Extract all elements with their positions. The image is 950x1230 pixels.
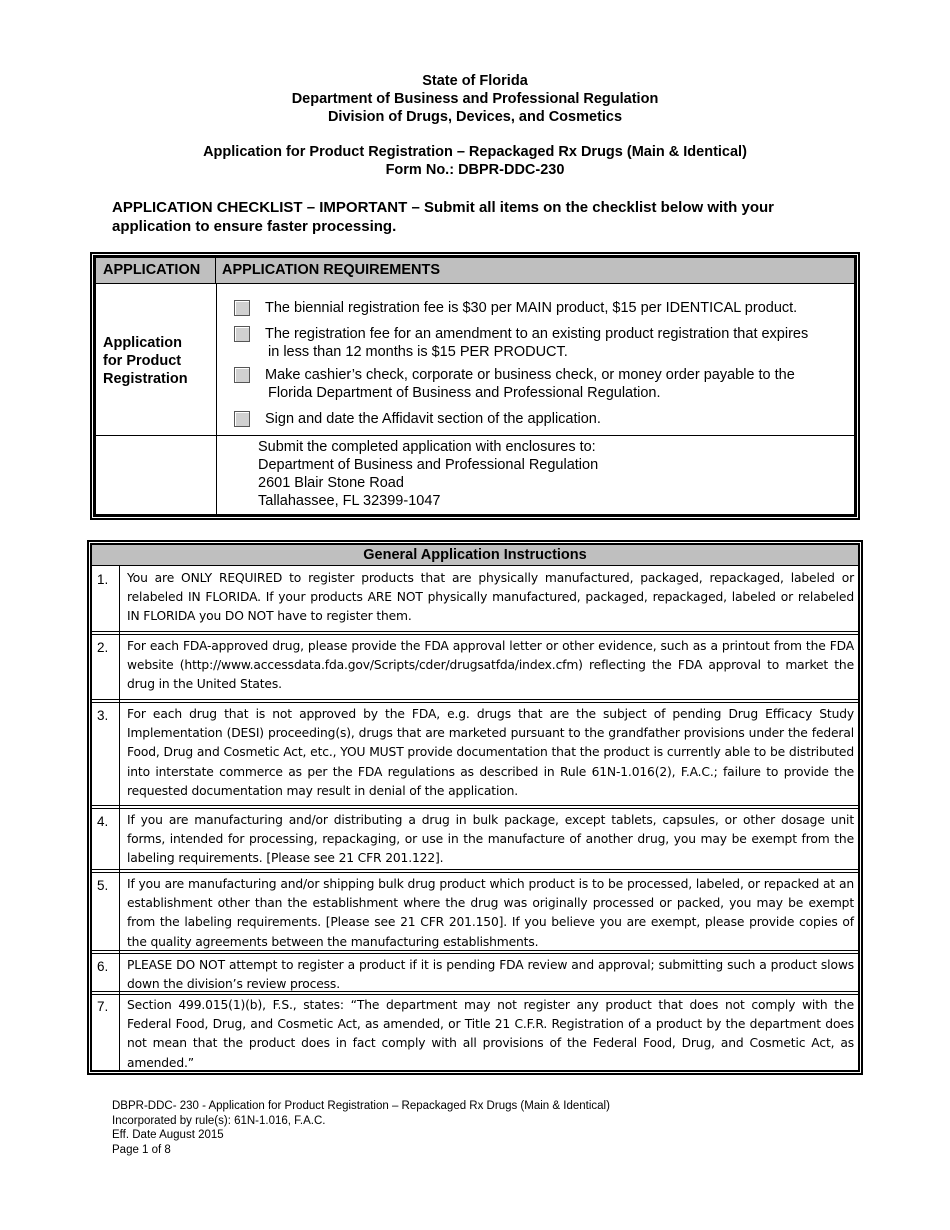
requirement-text-continued: in less than 12 months is $15 PER PRODUCT. [268, 344, 568, 360]
instruction-text: Section 499.015(1)(b), F.S., states: “The department may not register any product that does not comply with the Federal Food, Drug, and Cosmetic Act, as amended, or Title 21 C.F.R. Registration of a product by the department does not mean that the product does in fact comply with all provisions of the Federal Food, Drug, and Cosmetic Act, as amended.” [127, 998, 854, 1070]
footer-page-number: Page 1 of 8 [112, 1143, 171, 1156]
row-label-product-registration [103, 334, 213, 388]
submit-address-line-1: Department of Business and Professional Regulation [258, 457, 599, 473]
checkbox[interactable] [234, 367, 250, 383]
instruction-text: If you are manufacturing and/or distributing a drug in bulk package, except tablets, capsules, or other dosage unit forms, intended for processing, repackaging, or use in the manufacture of another drug, you may be exempt from the labeling requirements. [Please see 21 CFR 201.122]. [127, 813, 854, 866]
instruction-number: 1. [97, 572, 109, 587]
requirement-text: Sign and date the Affidavit section of the application. [265, 411, 601, 427]
page-footer [112, 1099, 610, 1157]
footer-form-title: DBPR-DDC- 230 - Application for Product Registration – Repackaged Rx Drugs (Main & Identical) [112, 1100, 610, 1112]
row-label-line-3: Registration [103, 371, 188, 387]
instruction-text: If you are manufacturing and/or shipping bulk drug product which product is to be processed, labeled, or repacked at an establishment other than the establishment where the drug was originally processed or packed, you may be exempt from the labeling requirements. [Please see 21 CFR 201.150]. If you believe you are exempt, please provide copies of the quality agreements between the manufacturing establishments. [127, 877, 854, 949]
submission-address [258, 438, 598, 510]
checkbox[interactable] [234, 300, 250, 316]
document-header [0, 72, 950, 179]
row-label-line-2: for Product [103, 353, 182, 369]
form-title: Application for Product Registration – Repackaged Rx Drugs (Main & Identical) [203, 144, 747, 160]
instruction-text: PLEASE DO NOT attempt to register a product if it is pending FDA review and approval; submitting such a product slows down the division’s review process. [127, 958, 854, 992]
department-title: Department of Business and Professional Regulation [291, 91, 659, 107]
instruction-number: 6. [97, 959, 109, 974]
instruction-number: 5. [97, 878, 109, 893]
submit-instruction: Submit the completed application with enclosures to: [258, 439, 596, 455]
checkbox[interactable] [234, 411, 250, 427]
requirement-item [234, 410, 854, 428]
requirement-item [234, 325, 854, 361]
form-number: Form No.: DBPR-DDC-230 [385, 162, 565, 178]
checklist-title-line-2: application to ensure faster processing. [112, 218, 397, 235]
checklist-title [112, 198, 832, 236]
division-title: Division of Drugs, Devices, and Cosmetics [327, 109, 623, 125]
checkbox[interactable] [234, 326, 250, 342]
submit-address-line-2: 2601 Blair Stone Road [258, 475, 404, 491]
requirement-item [234, 366, 854, 402]
instruction-number: 4. [97, 814, 109, 829]
instruction-text: For each FDA-approved drug, please provide the FDA approval letter or other evidence, such as a printout from the FDA website (http://www.accessdata.fda.gov/Scripts/cder/drugsatfda/index.cfm) reflecting the FDA approval to market the drug in the United States. [127, 639, 854, 692]
requirement-text-continued: Florida Department of Business and Professional Regulation. [268, 385, 661, 401]
column-header-requirements: APPLICATION REQUIREMENTS [222, 262, 441, 278]
requirement-text: Make cashier’s check, corporate or business check, or money order payable to the [265, 367, 795, 383]
requirement-item [234, 299, 854, 317]
requirement-text: The registration fee for an amendment to an existing product registration that expires [265, 326, 809, 342]
instruction-text: You are ONLY REQUIRED to register products that are physically manufactured, packaged, repackaged, labeled or relabeled IN FLORIDA. If your products ARE NOT physically manufactured, packaged, repackaged, labeled or relabeled IN FLORIDA you DO NOT have to register them. [127, 571, 854, 624]
application-table-header [96, 258, 854, 284]
instruction-number: 3. [97, 708, 109, 723]
checklist-title-line-1: APPLICATION CHECKLIST – IMPORTANT – Submit all items on the checklist below with your [112, 199, 775, 216]
instruction-text: For each drug that is not approved by the FDA, e.g. drugs that are the subject of pending Drug Efficacy Study Implementation (DESI) proceeding(s), drugs that are marketed pursuant to the grandfather provisions under the federal Food, Drug and Cosmetic Act, etc., YOU MUST provide documentation that the product is currently able to be distributed into interstate commerce as per the FDA regulations as described in Rule 61N-1.016(2), F.A.C.; failure to provide the requested documentation may result in denial of the application. [127, 707, 854, 798]
requirement-text: The biennial registration fee is $30 per MAIN product, $15 per IDENTICAL product. [265, 300, 798, 316]
row-label-line-1: Application [103, 335, 182, 351]
state-title: State of Florida [422, 73, 528, 89]
column-header-application: APPLICATION [96, 258, 216, 283]
instructions-table [87, 540, 863, 1075]
instruction-number: 7. [97, 999, 109, 1014]
submit-address-line-3: Tallahassee, FL 32399-1047 [258, 493, 441, 509]
footer-rule: Incorporated by rule(s): 61N-1.016, F.A.C. [112, 1114, 326, 1127]
instructions-title: General Application Instructions [92, 545, 858, 566]
application-table [90, 252, 860, 520]
footer-effective-date: Eff. Date August 2015 [112, 1129, 224, 1141]
instruction-number: 2. [97, 640, 109, 655]
